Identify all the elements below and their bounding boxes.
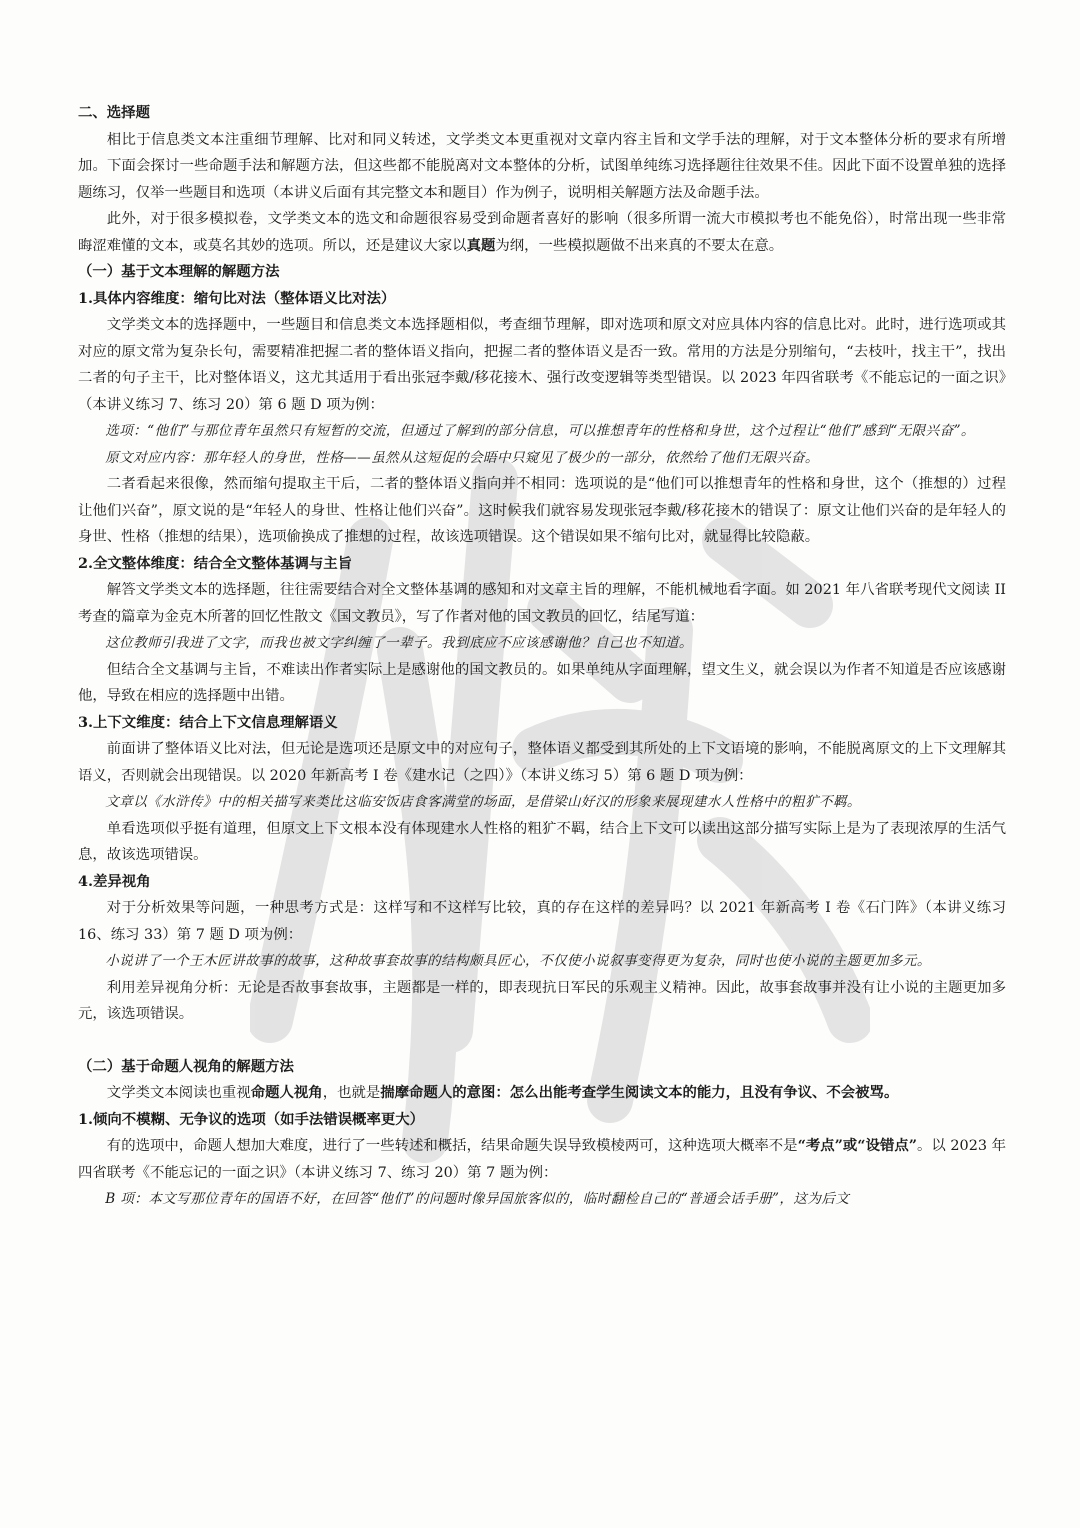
method-2-analysis: 但结合全文基调与主旨，不难读出作者实际上是感谢他的国文教员的。如果单纯从字面理解，望文生义，就会误以为作者不知道是否应该感谢他，导致在相应的选择题中出错。: [78, 661, 1006, 704]
method-4-paragraph: 对于分析效果等问题，一种思考方式是：这样写和不这样写比较，真的存在这样的差异吗？以 2021 年新高考 I 卷《石门阵》（本讲义练习 16、练习 33）第 7 题 D 项为例：: [78, 900, 1006, 943]
part-1-title: （一）基于文本理解的解题方法: [78, 263, 280, 280]
intro-paragraph: 相比于信息类文本注重细节理解、比对和同义转述，文学类文本更重视对文章内容主旨和文学手法的理解，对于文本整体分析的要求有所增加。下面会探讨一些命题手法和解题方法，但这些都不能脱离对文本整体的分析，试图单纯练习选择题往往效果不佳。因此下面不设置单独的选择题练习，仅举一些题目和选项（本讲义后面有其完整文本和题目）作为例子，说明相关解题方法及命题手法。: [78, 131, 1006, 201]
strategy-1-quote: B 项：本文写那位青年的国语不好，在回答“他们”的问题时像异国旅客似的，临时翻检自己的“普通会话手册”，这为后文: [105, 1191, 850, 1207]
method-3-quote: 文章以《水浒传》中的相关描写来类比这临安饭店食客满堂的场面，是借梁山好汉的形象来展现建水人性格中的粗犷不羁。: [105, 794, 861, 810]
method-4-analysis: 利用差异视角分析：无论是否故事套故事，主题都是一样的，即表现抗日军民的乐观主义精神。因此，故事套故事并没有让小说的主题更加多元，该选项错误。: [78, 979, 1006, 1022]
method-1-analysis: 二者看起来很像，然而缩句提取主干后，二者的整体语义指向并不相同：选项说的是“他们可以推想青年的性格和身世，这个（推想的）过程让他们兴奋”，原文说的是“年轻人的身世、性格让他们兴奋”。这时候我们就容易发现张冠李戴/移花接木的错误了：原文让他们兴奋的是年轻人的身世、性格（推想的结果），选项偷换成了推想的过程，故该选项错误。这个错误如果不缩句比对，就显得比较隐蔽。: [78, 476, 1006, 545]
method-1-paragraph: 文学类文本的选择题中，一些题目和信息类文本选择题相似，考查细节理解，即对选项和原文对应具体内容的信息比对。此时，进行选项或其对应的原文常为复杂长句，需要精准把握二者的整体语义指向，把握二者的整体语义是否一致。常用的方法是分别缩句，“去枝叶，找主干”，找出二者的句子主干，比对整体语义，这尤其适用于看出张冠李戴/移花接木、强行改变逻辑等类型错误。以 2023 年四省联考《不能忘记的一面之识》（本讲义练习 7、练习 20）第 6 题 D 项为例：: [78, 317, 1006, 413]
method-2-quote: 这位教师引我进了文字，而我也被文字纠缠了一辈子。我到底应不应该感谢他？自己也不知道。: [105, 635, 693, 651]
part-2-title: （二）基于命题人视角的解题方法: [78, 1057, 294, 1075]
method-3-paragraph: 前面讲了整体语义比对法，但无论是选项还是原文中的对应句子，整体语义都受到其所处的上下文语境的影响，不能脱离原文的上下文理解其语义，否则就会出现错误。以 2020 年新高考 I 卷《建水记（之四）》（本讲义练习 5）第 6 题 D 项为例：: [78, 741, 1006, 784]
method-1-original: 原文对应内容：那年轻人的身世，性格——虽然从这短促的会晤中只窥见了极少的一部分，依然给了他们无限兴奋。: [105, 449, 819, 466]
method-4-title: 4.差异视角: [78, 872, 151, 890]
method-1-title: 1.具体内容维度：缩句比对法（整体语义比对法）: [78, 289, 396, 307]
method-3-title: 3.上下文维度：结合上下文信息理解语义: [78, 713, 338, 731]
method-1-option: 选项：“他们”与那位青年虽然只有短暂的交流，但通过了解到的部分信息，可以推想青年的性格和身世，这个过程让“他们”感到“无限兴奋”。: [105, 423, 975, 439]
document-page: [78, 100, 1006, 1213]
method-4-quote: 小说讲了一个王木匠讲故事的故事，这种故事套故事的结构颇具匠心，不仅使小说叙事变得更为复杂，同时也使小说的主题更加多元。: [105, 953, 931, 969]
part-2-paragraph: 文学类文本阅读也重视命题人视角，也就是揣摩命题人的意图：怎么出能考查学生阅读文本的能力，且没有争议、不会被骂。: [106, 1084, 899, 1101]
intro-paragraph-2: 此外，对于很多模拟卷，文学类文本的选文和命题很容易受到命题者喜好的影响（很多所谓一流大市模拟考也不能免俗），时常出现一些非常晦涩难懂的文本，或莫名其妙的选项。所以，还是建议大家以真题为纲，一些模拟题做不出来真的不要太在意。: [78, 211, 1006, 254]
method-3-analysis: 单看选项似乎挺有道理，但原文上下文根本没有体现建水人性格的粗犷不羁，结合上下文可以读出这部分描写实际上是为了表现浓厚的生活气息，故该选项错误。: [78, 820, 1006, 863]
strategy-1-title: 1.倾向不模糊、无争议的选项（如手法错误概率更大）: [78, 1110, 425, 1128]
strategy-1-paragraph: 有的选项中，命题人想加大难度，进行了一些转述和概括，结果命题失误导致模棱两可，这种选项大概率不是“考点”或“设错点”。以 2023 年四省联考《不能忘记的一面之识》（本讲义练习 7、练习 20）第 7 题为例：: [78, 1137, 1006, 1181]
section-title: 二、选择题: [78, 105, 150, 121]
method-2-title: 2.全文整体维度：结合全文整体基调与主旨: [78, 554, 353, 572]
method-2-paragraph: 解答文学类文本的选择题，往往需要结合对全文整体基调的感知和对文章主旨的理解，不能机械地看字面。如 2021 年八省联考现代文阅读 II 考查的篇章为金克木所著的回忆性散文《国文教员》，写了作者对他的国文教员的回忆，结尾写道：: [78, 582, 1006, 625]
